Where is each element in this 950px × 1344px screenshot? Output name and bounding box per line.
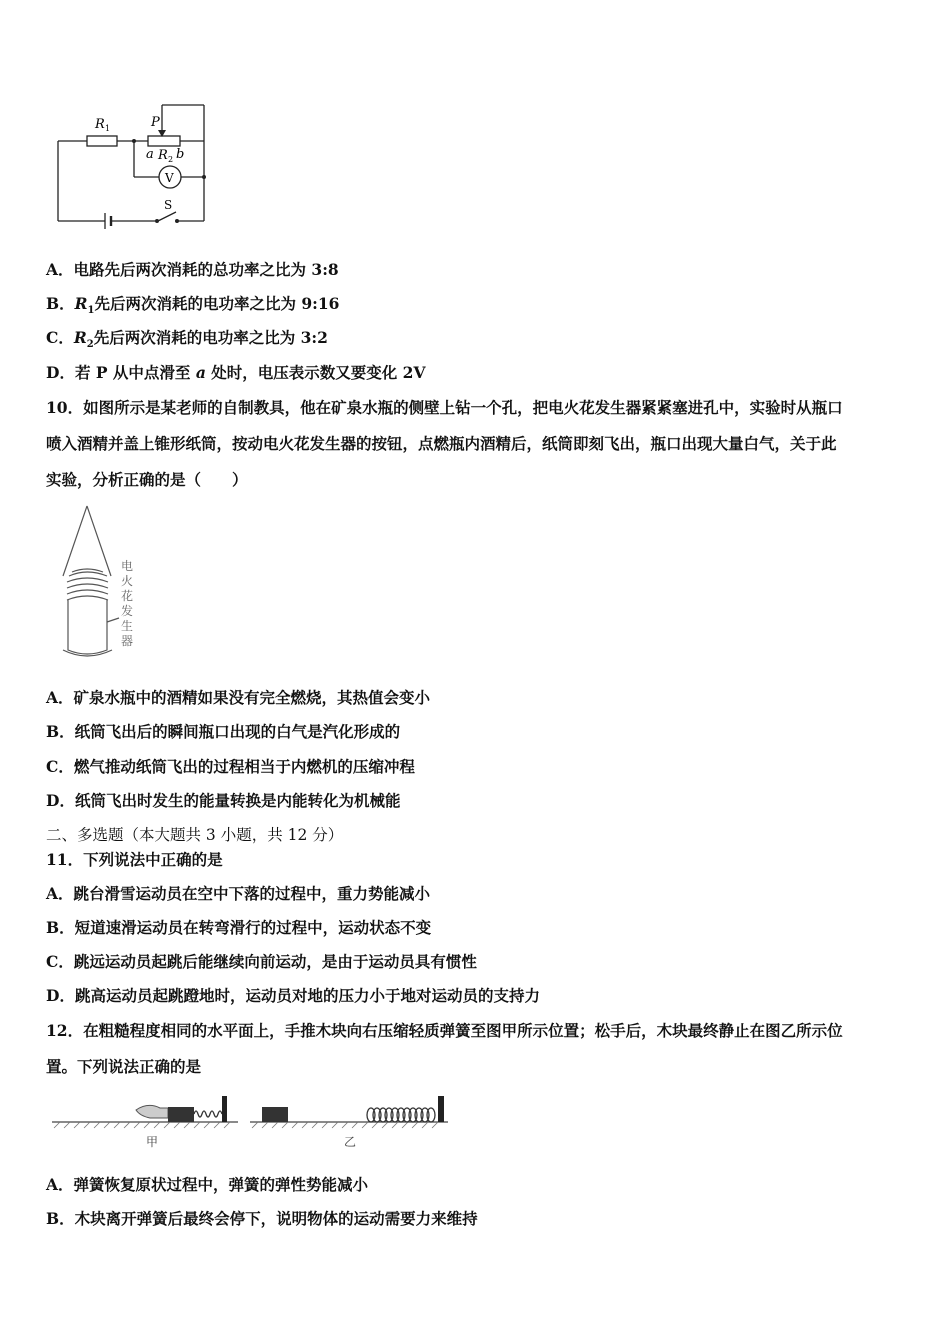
svg-text:电: 电 <box>121 559 134 573</box>
q12-stem-line-1: 12．在粗糙程度相同的水平面上，手推木块向右压缩轻质弹簧至图甲所示位置；松手后，木块最终静止在图乙所示位 <box>46 1021 843 1040</box>
q10-option-d: D．纸筒飞出时发生的能量转换是内能转化为机械能 <box>46 791 401 810</box>
svg-text:器: 器 <box>121 634 134 648</box>
spring-relaxed <box>367 1108 435 1122</box>
bottle-figure <box>55 502 150 670</box>
svg-text:1: 1 <box>105 124 111 133</box>
q9-option-c: C．$R_2$先后两次消耗的电功率之比为 3:2 <box>46 328 328 351</box>
wall-right <box>438 1096 444 1122</box>
b-label: b <box>176 147 185 162</box>
block-yi <box>262 1107 288 1122</box>
svg-text:2: 2 <box>168 155 174 164</box>
svg-text:花: 花 <box>121 589 134 603</box>
v-label: V <box>165 171 174 185</box>
circuit-diagram <box>50 100 220 230</box>
hand <box>136 1105 168 1118</box>
q11-option-a: A．跳台滑雪运动员在空中下落的过程中，重力势能减小 <box>46 884 431 903</box>
switch-s <box>158 212 176 221</box>
svg-text:生: 生 <box>121 619 134 633</box>
r1-resistor <box>87 136 117 146</box>
r2-label: R <box>158 148 168 163</box>
q10-option-b: B．纸筒飞出后的瞬间瓶口出现的白气是汽化形成的 <box>46 722 401 741</box>
spark-generator-pointer <box>107 618 119 622</box>
r2-rheostat <box>148 136 180 146</box>
label-yi: 乙 <box>344 1135 357 1149</box>
r1-label: R <box>95 117 105 132</box>
q12-stem-line-2: 置。下列说法正确的是 <box>46 1057 202 1076</box>
q11-option-d: D．跳高运动员起跳蹬地时，运动员对地的压力小于地对运动员的支持力 <box>46 986 540 1005</box>
spring-compressed <box>194 1111 222 1117</box>
q9-option-a: A．电路先后两次消耗的总功率之比为 3:8 <box>46 260 339 279</box>
svg-text:火: 火 <box>121 574 134 588</box>
q11-stem: 11．下列说法中正确的是 <box>46 850 223 869</box>
wall-left <box>222 1096 227 1122</box>
svg-text:发: 发 <box>121 604 134 618</box>
q11-option-c: C．跳远运动员起跳后能继续向前运动，是由于运动员具有惯性 <box>46 952 477 971</box>
q10-stem-line-1: 10．如图所示是某老师的自制教具，他在矿泉水瓶的侧壁上钻一个孔，把电火花发生器紧紧塞进孔中，实验时从瓶口 <box>46 398 843 417</box>
p-label: P <box>151 115 160 130</box>
q10-option-c: C．燃气推动纸筒飞出的过程相当于内燃机的压缩冲程 <box>46 757 415 776</box>
q10-stem-line-3: 实验，分析正确的是（ ） <box>46 470 248 489</box>
s-label: S <box>164 198 173 212</box>
q9-option-b: B．$R_1$先后两次消耗的电功率之比为 9:16 <box>46 294 340 317</box>
block-jia <box>168 1107 194 1122</box>
q11-option-b: B．短道速滑运动员在转弯滑行的过程中，运动状态不变 <box>46 918 432 937</box>
label-jia: 甲 <box>146 1135 159 1149</box>
spark-generator-label <box>121 558 133 648</box>
q10-option-a: A．矿泉水瓶中的酒精如果没有完全燃烧，其热值会变小 <box>46 688 431 707</box>
paper-cone <box>63 506 111 576</box>
q9-option-d: D．若 P 从中点滑至 a 处时，电压表示数又要变化 2V <box>46 363 426 382</box>
q12-option-a: A．弹簧恢复原状过程中，弹簧的弹性势能减小 <box>46 1175 369 1194</box>
spring-block-figure <box>50 1094 450 1152</box>
water-bottle <box>68 600 107 654</box>
q12-option-b: B．木块离开弹簧后最终会停下，说明物体的运动需要力来维持 <box>46 1209 478 1228</box>
a-label: a <box>146 147 154 162</box>
q10-stem-line-2: 喷入酒精并盖上锥形纸筒，按动电火花发生器的按钮，点燃瓶内酒精后，纸筒即刻飞出，瓶口出现大量白气，关于此 <box>46 434 837 453</box>
section-heading: 二、多选题（本大题共 3 小题，共 12 分） <box>46 826 344 844</box>
